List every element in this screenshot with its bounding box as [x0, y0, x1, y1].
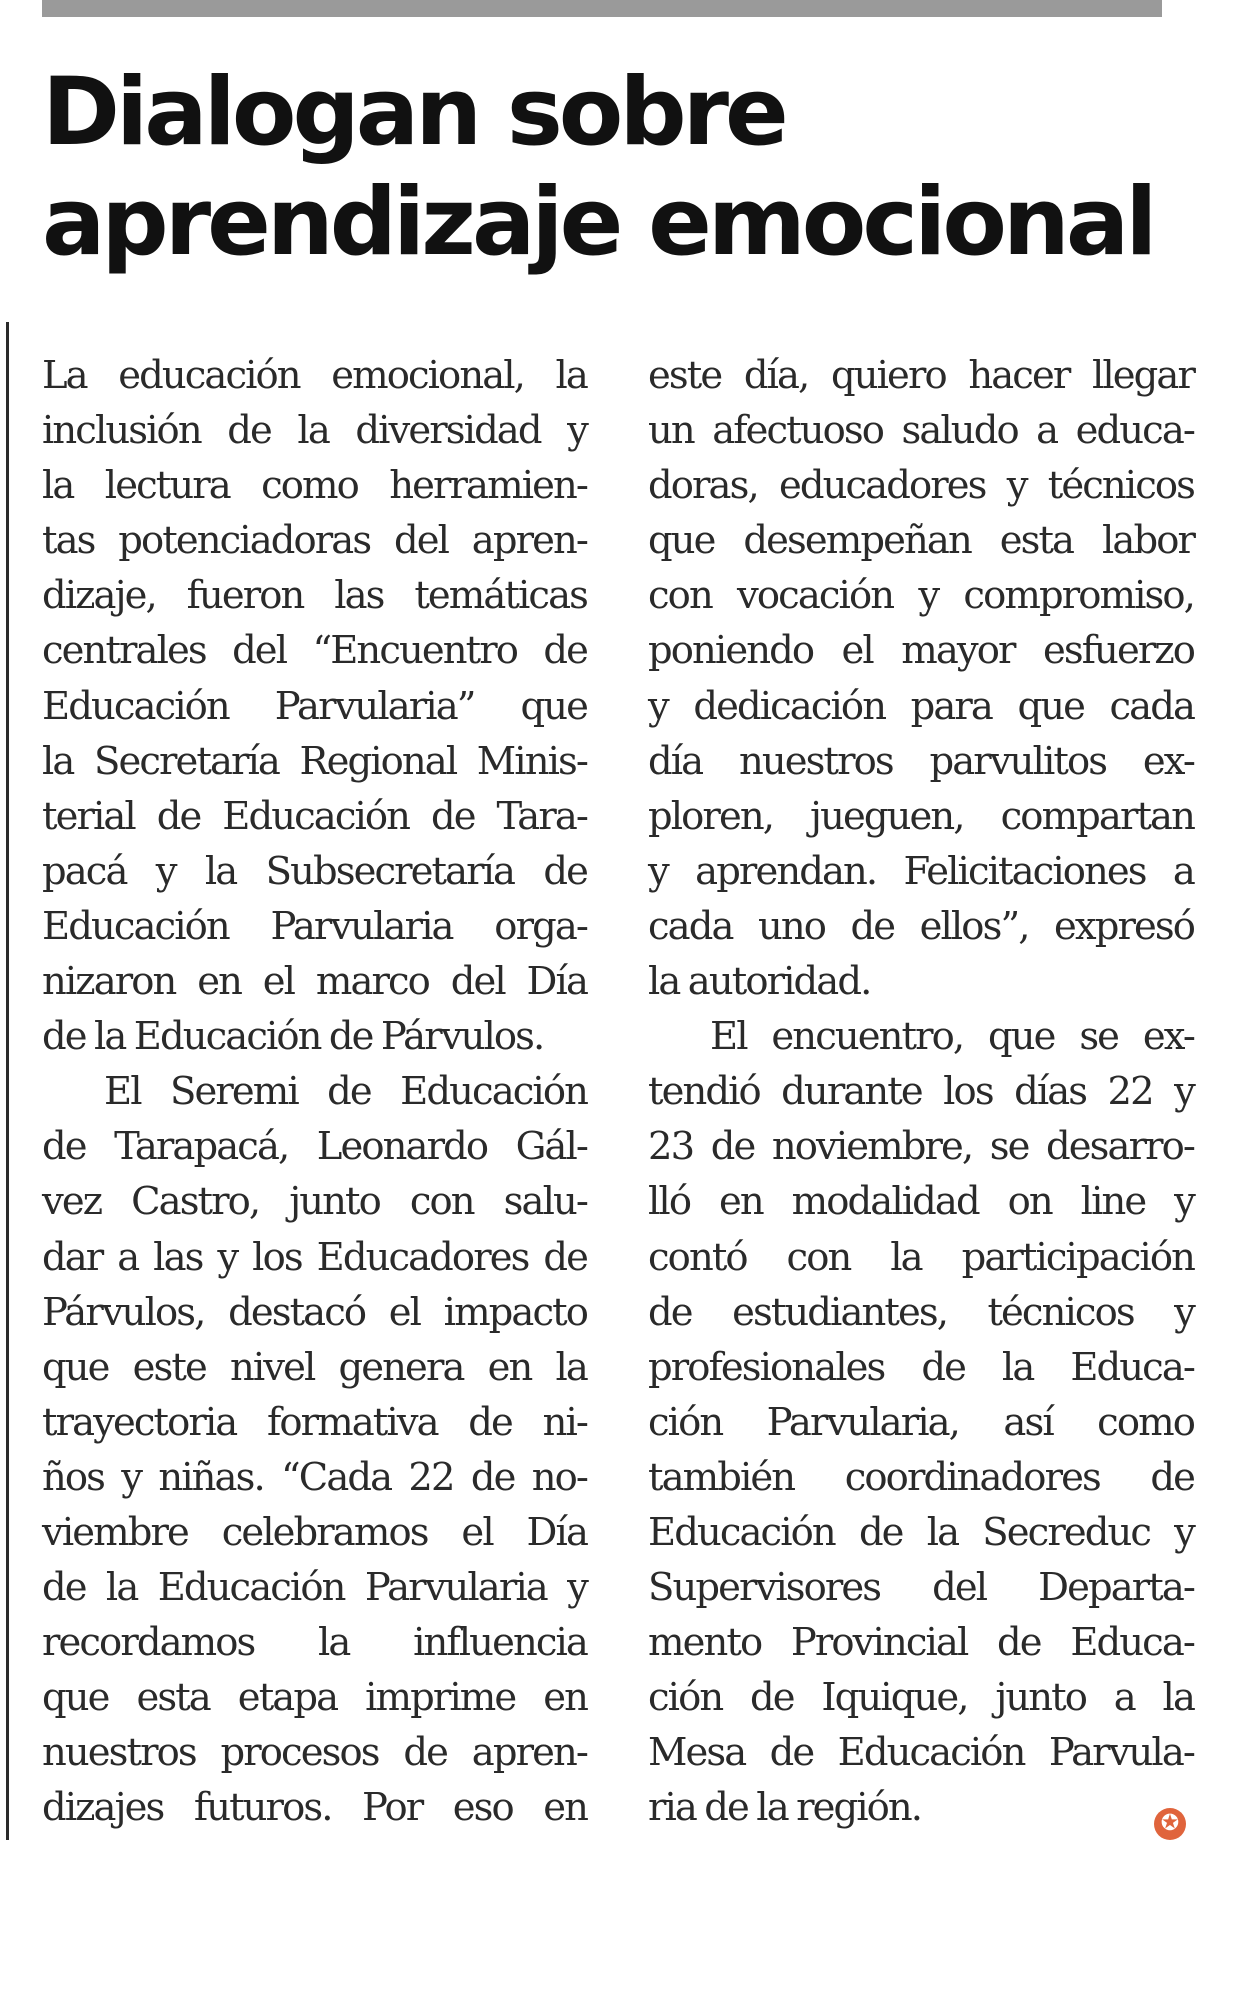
text-line: ción de Iquique, junto a la	[648, 1675, 1194, 1721]
text-line: de estudiantes, técnicos y	[648, 1289, 1194, 1335]
text-line: mento Provincial de Educa-	[648, 1620, 1194, 1666]
text-line: 23 de noviembre, se desarro-	[648, 1124, 1194, 1170]
text-line: dizajes futuros. Por eso en	[42, 1785, 587, 1831]
text-line: ploren, jueguen, compartan	[648, 793, 1194, 839]
text-line: un afectuoso saludo a educa-	[648, 408, 1194, 454]
text-line: Educación de la Secreduc y	[648, 1509, 1194, 1555]
text-line: ción Parvularia, así como	[648, 1399, 1194, 1445]
text-line: ria de la región.	[648, 1785, 922, 1831]
text-line: El encuentro, que se ex-	[710, 1014, 1194, 1060]
text-line: doras, educadores y técnicos	[648, 463, 1194, 509]
star-circle-icon: ✪	[1154, 1808, 1186, 1840]
text-line: la Secretaría Regional Minis-	[42, 738, 587, 784]
text-line: de la Educación Parvularia y	[42, 1565, 587, 1611]
text-line: Párvulos, destacó el impacto	[42, 1289, 587, 1335]
text-line: también coordinadores de	[648, 1454, 1194, 1500]
top-divider-bar	[42, 0, 1162, 17]
text-line: La educación emocional, la	[42, 353, 587, 398]
text-line: Supervisores del Departa-	[648, 1565, 1194, 1611]
text-line: Mesa de Educación Parvula-	[648, 1730, 1194, 1776]
text-line: nizaron en el marco del Día	[42, 959, 587, 1005]
text-line: que desempeñan esta labor	[648, 518, 1194, 564]
text-line: tendió durante los días 22 y	[648, 1069, 1194, 1115]
text-line: dizaje, fueron las temáticas	[42, 573, 587, 619]
text-line: viembre celebramos el Día	[42, 1509, 587, 1555]
right-column	[648, 348, 1194, 1836]
text-line: y dedicación para que cada	[648, 683, 1194, 729]
text-line: que esta etapa imprime en	[42, 1675, 587, 1721]
headline-line: aprendizaje emocional	[42, 168, 1154, 277]
text-line: poniendo el mayor esfuerzo	[648, 628, 1194, 674]
text-line: inclusión de la diversidad y	[42, 408, 587, 454]
headline	[42, 58, 1192, 278]
column-rule	[6, 322, 9, 1840]
text-line: Educación Parvularia orga-	[42, 903, 587, 949]
text-line: la lectura como herramien-	[42, 463, 587, 509]
text-line: y aprendan. Felicitaciones a	[648, 848, 1194, 894]
text-line: cada uno de ellos”, expresó	[648, 903, 1194, 949]
text-line: lló en modalidad on line y	[648, 1179, 1194, 1225]
headline-line: Dialogan sobre	[42, 58, 785, 167]
text-line: con vocación y compromiso,	[648, 573, 1194, 619]
text-line: centrales del “Encuentro de	[42, 628, 587, 674]
text-line: profesionales de la Educa-	[648, 1344, 1194, 1390]
text-line: vez Castro, junto con salu-	[42, 1179, 587, 1225]
text-line: tas potenciadoras del apren-	[42, 518, 587, 564]
text-line: de la Educación de Párvulos.	[42, 1014, 544, 1060]
text-line: El Seremi de Educación	[104, 1069, 587, 1115]
text-line: de Tarapacá, Leonardo Gál-	[42, 1124, 587, 1170]
text-line: trayectoria formativa de ni-	[42, 1399, 587, 1445]
text-line: la autoridad.	[648, 959, 871, 1005]
text-line: terial de Educación de Tara-	[42, 793, 587, 839]
text-line: este día, quiero hacer llegar	[648, 353, 1194, 398]
text-line: contó con la participación	[648, 1234, 1194, 1280]
left-column	[42, 348, 587, 1836]
text-line: dar a las y los Educadores de	[42, 1234, 587, 1280]
text-line: día nuestros parvulitos ex-	[648, 738, 1194, 784]
text-line: que este nivel genera en la	[42, 1344, 587, 1390]
text-line: ños y niñas. “Cada 22 de no-	[42, 1454, 587, 1500]
text-line: pacá y la Subsecretaría de	[42, 848, 587, 894]
text-line: recordamos la influencia	[42, 1620, 587, 1666]
text-line: nuestros procesos de apren-	[42, 1730, 587, 1776]
text-line: Educación Parvularia” que	[42, 683, 587, 729]
